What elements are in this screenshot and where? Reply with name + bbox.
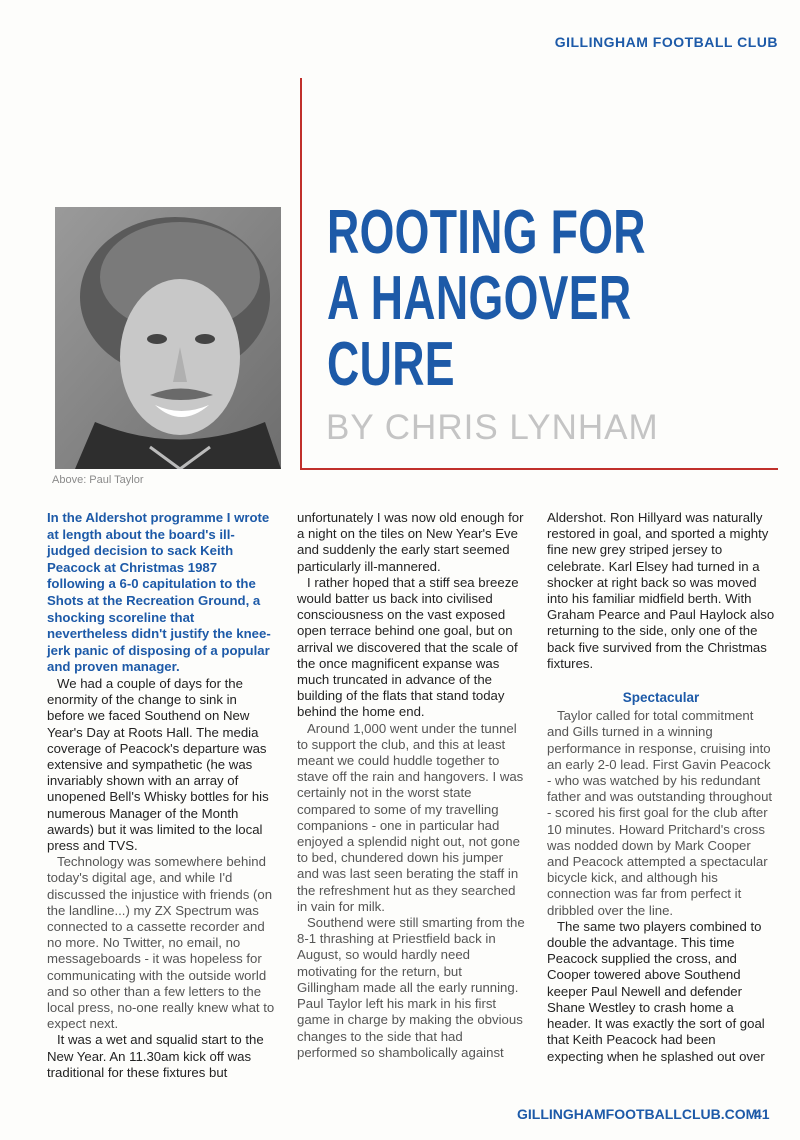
article-column-1: [47, 510, 275, 1081]
footer-website: GILLINGHAMFOOTBALLCLUB.COM: [517, 1106, 758, 1122]
photo-caption: Above: Paul Taylor: [52, 474, 144, 486]
body-paragraph: The same two players combined to double the advantage. This time Peacock supplied the cross, and Cooper towered above Southend keeper Paul Newell and defender Shane Westley to crash home a header. It was exactly the sort of goal that Keith Peacock had been expecting when he splashed out over: [547, 918, 765, 1064]
body-paragraph: Southend were still smarting from the 8-1 thrashing at Priestfield back in August, so would hardly need motivating for the return, but Gillingham made all the early running. Paul Taylor left his mark in his first game in charge by making the obvious changes to the side that had performed so shambolically against: [297, 915, 525, 1060]
player-photo: [55, 207, 281, 469]
title-frame-left-rule: [300, 78, 302, 470]
body-paragraph: Taylor called for total commitment and Gills turned in a winning performance in response, cruising into an early 2-0 lead. First Gavin Peacock - who was watched by his redundant father and was outstanding throughout - scored his first goal for the club after 10 minutes. Howard Pritchard's cross was nodded down by Mark Cooper and Peacock attempted a spectacular bicycle kick, and although his connection was far from perfect it dribbled over the line.: [547, 708, 773, 918]
header-club-name: GILLINGHAM FOOTBALL CLUB: [554, 34, 778, 50]
body-paragraph: It was a wet and squalid start to the New Year. An 11.30am kick off was traditional for these fixtures but: [47, 1032, 264, 1080]
body-paragraph: Technology was somewhere behind today's digital age, and while I'd discussed the injustice with friends (on the landline...) my ZX Spectrum was connected to a cassette recorder and no more. No Twitter, no email, no messageboards - it was hopeless for communicating with the outside world and so other than a few letters to the local press, no-one really knew what to expect next.: [47, 854, 275, 1032]
article-column-3: [547, 510, 775, 1065]
body-paragraph: unfortunately I was now old enough for a night on the tiles on New Year's Eve and suddenly the early start seemed particularly ill-mannered.: [297, 510, 524, 574]
title-line-2: A HANGOVER: [327, 264, 632, 333]
section-subheading: Spectacular: [622, 690, 700, 706]
player-portrait-image: [55, 207, 281, 469]
article-byline: BY CHRIS LYNHAM: [326, 408, 659, 447]
intro-paragraph: In the Aldershot programme I wrote at length about the board's ill-judged decision to sack Keith Peacock at Christmas 1987 following a 6-0 capitulation to the Shots at the Recreation Ground, a shocking scoreline that nevertheless didn't justify the knee-jerk panic of disposing of a popular and proven manager.: [47, 510, 271, 675]
body-paragraph: Aldershot. Ron Hillyard was naturally restored in goal, and sported a mighty fine new grey striped jersey to celebrate. Karl Elsey had turned in a shocker at right back so was moved into his familiar midfield berth. With Graham Pearce and Paul Haylock also returning to the side, only one of the back five survived from the Christmas fixtures.: [547, 510, 775, 671]
article-column-2: [297, 510, 525, 1061]
page-number: 41: [754, 1106, 770, 1122]
body-paragraph: We had a couple of days for the enormity of the change to sink in before we faced Southend on New Year's Day at Roots Hall. The media coverage of Peacock's departure was extensive and sympathetic (he was invariably shown with an array of unopened Bell's Whisky bottles for his numerous Manager of the Month awards) but it was limited to the local press and TVS.: [47, 675, 269, 853]
article-title: [327, 200, 658, 398]
title-line-3: CURE: [327, 330, 455, 399]
title-frame-bottom-rule: [300, 468, 778, 470]
title-line-1: ROOTING FOR: [327, 198, 646, 267]
body-paragraph: Around 1,000 went under the tunnel to support the club, and this at least meant we could huddle together to stave off the rain and hangovers. I was certainly not in the worst state compared to some of my travelling companions - one in particular had enjoyed a splendid night out, not gone to bed, chundered down his jumper and was last seen berating the staff in the refreshment hut as they searched in vain for milk.: [297, 720, 524, 914]
body-paragraph: I rather hoped that a stiff sea breeze would batter us back into civilised consciousness on the vast exposed open terrace behind one goal, but on arrival we discovered that the scale of the once magnificent expanse was much truncated in advance of the building of the flats that stand today behind the home end.: [297, 574, 519, 720]
